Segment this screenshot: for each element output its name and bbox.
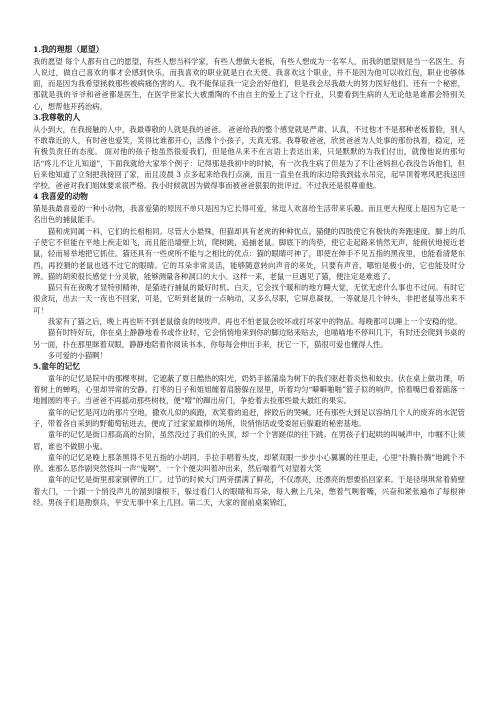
- body-paragraph: 猫是我最喜爱的一种小动物，我喜爱猫的原因不单只是因为它长得可爱，常逗人欢喜给生活带来乐趣。而且更大程度上是因为它是一名出色的捕鼠能手。: [33, 204, 465, 225]
- section-heading: 5.童年的记忆: [33, 362, 81, 372]
- body-paragraph: 童年的记忆是晚上那条黑得不见五指的小胡同，手拉手唱着头皮，却紧双眼一步步小心翼翼的往里走，心里“扑腾扑腾”地跳个不停。谁那么恶作剧突然怪叫一声“鬼啊”，一个个便尖叫着冲出来，然后喘着气对望着大笑: [33, 452, 465, 474]
- body-paragraph: 我的愿望 每个人都有自己的愿望，有些人想当科学家，有些人想做大老板，有些人想成为一名军人，而我的愿望则是当一名医生。有人说过，做自己喜欢的事才会感到快乐，而我喜欢的职业就是白衣天使。我喜欢这个职业，并不是因为他可以收红包，职业也够体面，而是因为我希望拯救那些被病痛伤害的人。我不能保证我一定会治好他们，但是我会尽我最大的努力医好他们。还有一个秘密，那就是我的爷爷和爸爸都是医生，在医学世家长大被熏陶的不由自主的爱上了这个行业，只要看到生病的人无论他是谁都会特别关心，想帮他开药治病。: [33, 56, 465, 111]
- body-paragraph: 多可爱的小猫啊！: [47, 350, 107, 360]
- section-heading: 3.我尊敬的人: [33, 113, 81, 123]
- body-paragraph: 从小到大，在我接触的人中，我最尊敬的人就是我的爸爸。 爸爸给我的整个感觉就是严肃、认真，不过他才不是那种老板着脸，别人不敢靠近的人，有时爸也爱笑，笑得比谁都开心，活像个小孩子，天真无邪。我尊敬爸爸，欣赏爸爸为人处事的那份执着，稳定，还有极负责任的态度。 面对他的孩子他虽然很爱我们，但是他从来不在言语上表达出来，只是默默的为我们付出，就像他说的那句话“疼儿不让儿知道”，下面我就给大家举个例子：记得那是我初中的时候，有一次我生病了但是为了不让爸妈担心我没告诉他们，但后来他知道了立刻把我接回了家，而且凌晨 3 点多起来给我打点滴，而且一直坐在我的床边陪我到盐水吊完，起早顶着寒风把我送回学校。爸爸对我们姐妹要求很严格。我小时候就因为做得事而被爸爸狠狠的批评过。不过我还是很尊重他。: [33, 124, 465, 191]
- body-paragraph: 猫只有在夜晚才显特别精神，是猫进行捕鼠的最好时机。白天，它会找个暖和的地方睡大觉，无忧无虑什么事也不过问。有时它很贪玩，出去一天一夜也不回家，可是，它听到老鼠的一点响动，又多么尽职，它屏息凝视，一等就是几个钟头，非把老鼠等出来不可！: [33, 283, 465, 315]
- body-paragraph: 我家有了猫之后，晚上再也听不到老鼠偷食的吱吱声。再也不怕老鼠会咬坏或打坏家中的物品。每晚都可以睡上一个安稳的觉。: [47, 317, 462, 327]
- body-paragraph: 猫和虎同属一科，它们的长相相同。尽管大小悬殊，但猫却具有老虎的种种优点。猫健的四肢使它有极快的奔跑速度。脚上的爪子使它不但能在平地上疾走如飞，而且能沿墙壁上坑，爬树跳，追捕老鼠。脚底下的肉垫，使它走起路来悄然无声，能俯伏地接近老鼠，轻而易举地把它抓住。猫还具有一些虎所不能与之相比的优点：猫的眼睛可神了，即使在伸手不见五指的黑夜里，也能看清楚东西，再狡猾的老鼠也逃不过它的眼睛。它的耳朵非常灵活，能够随意转向声音的来处，只要有声音，哪怕是极小的，它也能及时分辨。猫的胡须很长感觉十分灵敏，能够测量各种洞口的大小。这样一来，老鼠一旦遇见了猫，便注定是难逃了。: [33, 226, 465, 281]
- section-heading: 4 我喜爱的动物: [33, 192, 88, 202]
- body-paragraph: 童年的记忆是街里那家铜锣的工厂。过节的时候大门两旁摆满了鲜花，不仅漂亮，还漂亮的想要掐回家来。于是径琪琪常着骑壁着大门，一个跟一个悄没声儿的溜到墙根下，躲过看门人的眼睛和耳朵，每人揪上几朵，憋着气咧着嘴，兴奋和紧张遍布了每根神经。男孩子们是勘察兵，平安无事中来上几回。第二天，大家的窗前桌案锦红，: [33, 475, 465, 508]
- body-paragraph: 猫有时特好玩，你在桌上静静地看书或作业时，它会悄悄地来到你的脚边贴来贴去，也喵喵地不停叫几下，有时还会爬到书桌的另一面，扑在那里眯着双眼，静静地陪着你阅读书本，你每每会伸出手来，抚它一下，猫很可爱也懂得人性。: [33, 328, 465, 349]
- body-paragraph: 童年的记忆是河边的那片空地，撒欢儿似的疯跑，欢笑着的追赶，摔跤后的哭喊。还有那些大到足以容纳几个人的废弃的水泥管子，带着各自采到的野葡萄钻进去，便成了过家家最棒的场所，说悄悄话或受委屈后躲避的秘密基地。: [33, 407, 465, 428]
- section-heading: 1.我的理想（愿望）: [33, 45, 104, 54]
- body-paragraph: 童年的记忆是街口那高高的台阶，虽然没过了我们的头顶，却一个个害蹉似的往下跳。在男孩子们起哄的叫喊声中，巾帼不让须眉，谁也不做胆小鬼。: [33, 430, 465, 451]
- body-paragraph: 童年的记忆是院中的那棵枣树。它遮蔽了夏日酷热的阳光，奶奶手摇蒲扇为树下的我们驱赶着炎热和蚊虫。伏在桌上做功课，听着树上的蝉鸣，心里却异常的安静。打枣的日子和姐姐缠着肩膀躲在屋里，听着均匀“噼噼啪啪”篮子似的响声，惊着嘴巴看着踮落一地圆圆的枣子。当爸爸不再摇动那些树枝，便“噌”的蹿出房门，争抢着去捡那些最大最红的果实。: [33, 373, 465, 406]
- document-page: [33, 44, 465, 696]
